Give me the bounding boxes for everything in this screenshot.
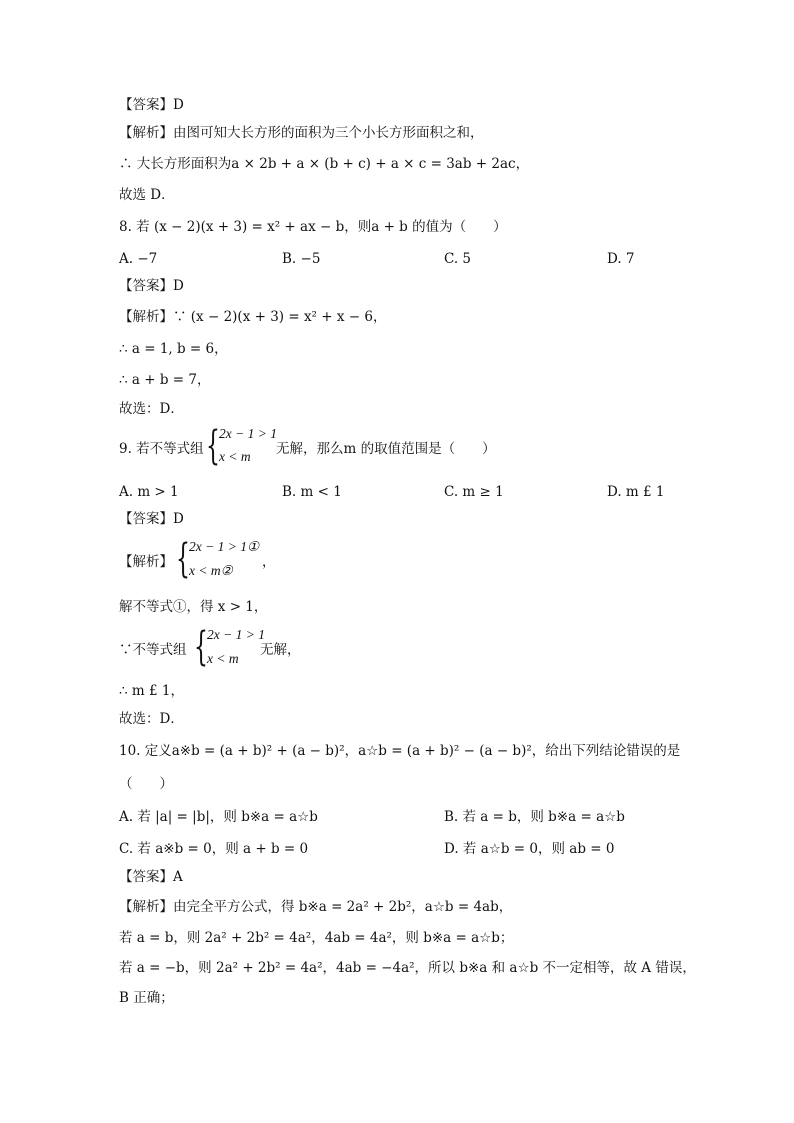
brace-icon: { xyxy=(206,423,220,469)
system-row: 2x − 1 > 1 xyxy=(219,426,277,441)
conclusion-text: B 正确； xyxy=(119,990,174,1006)
analysis-text: 【解析】由完全平方公式，得 b※a = 2a² + 2b²，a☆b = 4ab， xyxy=(119,899,513,915)
system-row: x < m xyxy=(207,651,239,666)
answer-label: 【答案】D xyxy=(119,97,184,113)
q10-option-c: C. 若 a※b = 0，则 a + b = 0 xyxy=(119,841,309,857)
q9-option-c: C. m ≥ 1 xyxy=(444,484,504,500)
math-line: 若 a = −b，则 2a² + 2b² = 4a²，4ab = −4a²，所以 b※a 和 a☆b 不一定相等，故 A 错误， xyxy=(119,960,696,976)
question-8: 8. 若 (x − 2)(x + 3) = x² + ax − b，则a + b 的值为（ ） xyxy=(119,219,507,235)
answer-label: 【答案】A xyxy=(119,869,183,885)
question-10: 10. 定义a※b = (a + b)² + (a − b)²，a☆b = (a + b)² − (a − b)²，给出下列结论错误的是 xyxy=(119,743,681,759)
q10-option-b: B. 若 a = b，则 b※a = a☆b xyxy=(444,809,625,825)
q8-option-d: D. 7 xyxy=(607,251,635,267)
question-9-prefix: 9. 若不等式组 xyxy=(119,441,204,457)
q8-option-c: C. 5 xyxy=(444,251,472,267)
conclusion-text: 故选 D． xyxy=(119,187,175,203)
conclusion-text: 故选：D． xyxy=(119,711,184,727)
analysis-suffix: ， xyxy=(262,554,276,570)
inequality-system xyxy=(176,537,266,583)
q10-option-d: D. 若 a☆b = 0，则 ab = 0 xyxy=(444,841,615,857)
math-line: 若 a = b，则 2a² + 2b² = 4a²，4ab = 4a²，则 b※a = a☆b； xyxy=(119,930,514,946)
inequality-system xyxy=(206,423,277,469)
q9-option-a: A. m > 1 xyxy=(119,484,179,500)
math-line: ∴ a = 1, b = 6， xyxy=(119,341,228,357)
inequality-system xyxy=(194,624,265,671)
q8-option-b: B. −5 xyxy=(282,251,321,267)
system-row: 2x − 1 > 1① xyxy=(189,539,260,554)
math-line: ∴ 大长方形面积为a × 2b + a × (b + c) + a × c = 3ab + 2ac， xyxy=(119,156,530,172)
q9-option-d: D. m £ 1 xyxy=(607,484,665,500)
answer-label: 【答案】D xyxy=(119,511,184,527)
math-line: ∴ m £ 1， xyxy=(119,683,184,699)
q9-option-b: B. m < 1 xyxy=(282,484,342,500)
analysis-text: 【解析】由图可知大长方形的面积为三个小长方形面积之和， xyxy=(119,125,484,141)
system-row: x < m xyxy=(219,449,251,464)
q8-option-a: A. −7 xyxy=(119,251,158,267)
system-row: 2x − 1 > 1 xyxy=(207,627,265,642)
question-9-suffix: 无解，那么m 的取值范围是（ ） xyxy=(276,441,496,457)
analysis-text: 【解析】∵ (x − 2)(x + 3) = x² + x − 6， xyxy=(119,309,387,325)
math-line: ∴ a + b = 7， xyxy=(119,372,211,388)
system-row: x < m② xyxy=(189,563,233,578)
q10-option-a: A. 若 |a| = |b|，则 b※a = a☆b xyxy=(119,809,318,825)
math-line: 解不等式①，得 x > 1， xyxy=(119,599,268,615)
because-suffix: 无解， xyxy=(260,642,301,658)
question-10-paren: （ ） xyxy=(119,776,173,792)
analysis-prefix: 【解析】 xyxy=(119,554,173,570)
brace-icon: { xyxy=(176,536,190,582)
answer-label: 【答案】D xyxy=(119,278,184,294)
conclusion-text: 故选：D． xyxy=(119,401,184,417)
brace-icon: { xyxy=(194,624,208,670)
because-prefix: ∵不等式组 xyxy=(119,642,187,658)
